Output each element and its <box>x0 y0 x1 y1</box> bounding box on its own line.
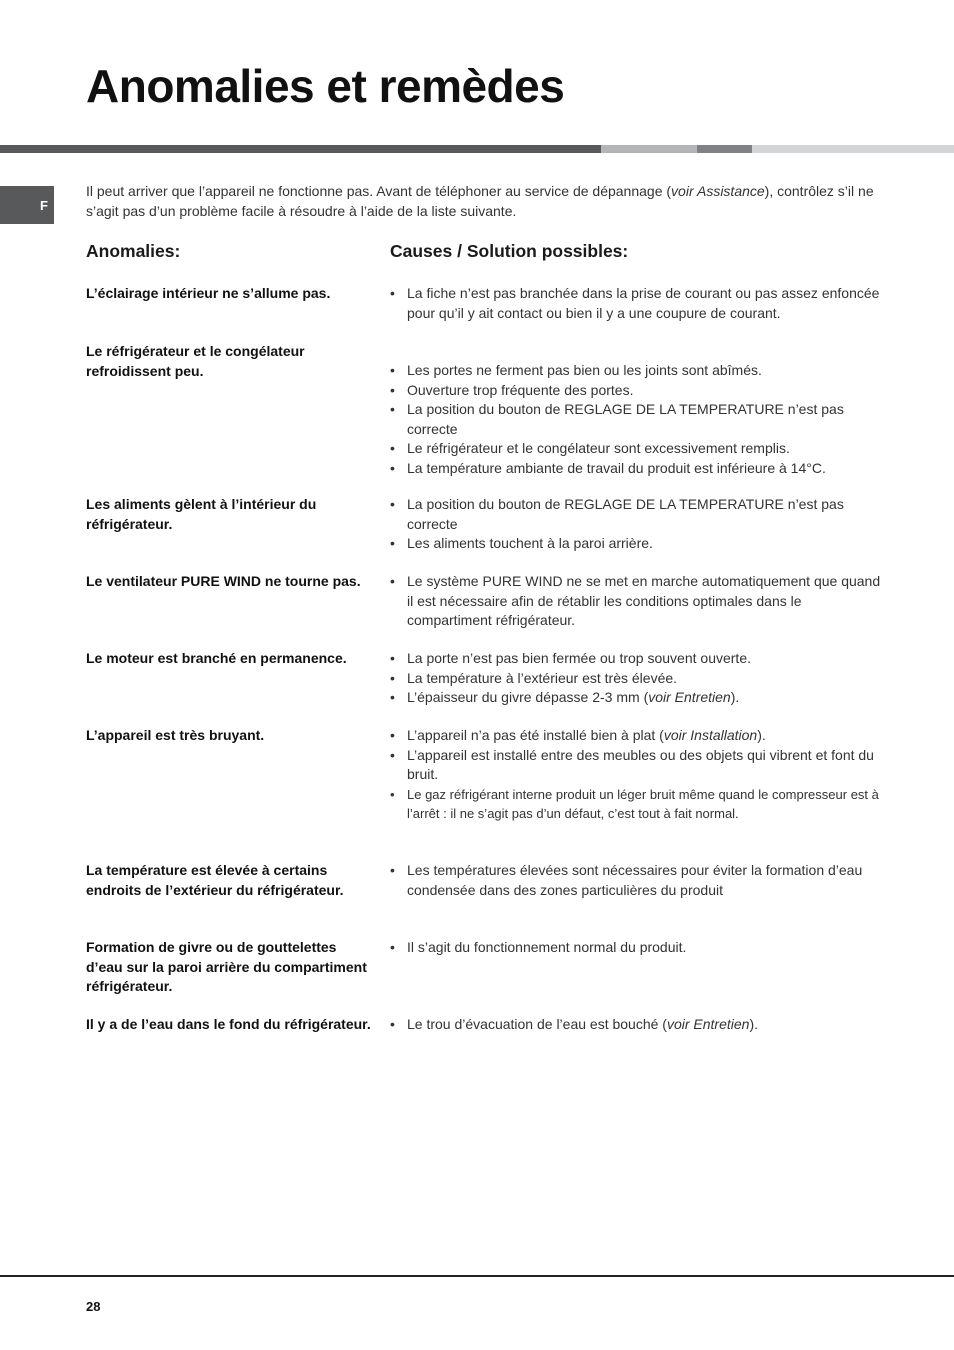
cause-reference: voir Installation <box>663 727 758 743</box>
cause-item: • La porte n’est pas bien fermée ou trop souvent ouverte. <box>390 650 751 666</box>
header-bar-segment <box>601 145 697 153</box>
causes-list <box>390 495 890 554</box>
causes-list <box>390 284 890 323</box>
causes-list <box>390 726 890 823</box>
header-bar-segment <box>697 145 752 153</box>
anomaly-label: La température est élevée à certains endroits de l’extérieur du réfrigérateur. <box>86 862 344 898</box>
causes-list <box>390 1015 890 1035</box>
intro-paragraph <box>86 182 876 221</box>
anomaly-label: Le ventilateur PURE WIND ne tourne pas. <box>86 573 361 589</box>
intro-text-end: ), contrôlez s’il ne s’agit pas d’un problème facile à résoudre à l’aide de la liste suivante. <box>86 183 874 219</box>
anomaly-label: Les aliments gèlent à l’intérieur du réfrigérateur. <box>86 496 317 532</box>
anomaly-label: Formation de givre ou de gouttelettes d’eau sur la paroi arrière du compartiment réfrigérateur. <box>86 939 367 994</box>
cause-item: • La température ambiante de travail du produit est inférieure à 14°C. <box>390 459 826 476</box>
cause-item: • Les températures élevées sont nécessaires pour éviter la formation d’eau condensée dans des zones particulières du produit <box>390 862 863 898</box>
intro-reference: voir Assistance <box>671 183 765 199</box>
footer-divider <box>0 1275 954 1277</box>
header-bar-segment <box>752 145 954 153</box>
causes-list <box>390 649 890 708</box>
causes-list <box>390 361 890 478</box>
cause-item: • Les aliments touchent à la paroi arrière. <box>390 535 653 551</box>
anomaly-label: L’éclairage intérieur ne s’allume pas. <box>86 285 331 301</box>
cause-reference: voir Entretien <box>648 689 731 705</box>
anomaly-label: L’appareil est très bruyant. <box>86 727 265 743</box>
page-number: 28 <box>86 1299 101 1314</box>
cause-item: • Le gaz réfrigérant interne produit un léger bruit même quand le compresseur est à l’arrêt : il ne s’agit pas d’un défaut, c’est tout à fait normal. <box>390 786 879 821</box>
cause-item: • La position du bouton de REGLAGE DE LA TEMPERATURE n’est pas correcte <box>390 401 844 437</box>
cause-item: • Le trou d’évacuation de l’eau est bouché (voir Entretien). <box>390 1016 759 1032</box>
anomalies-header: Anomalies: <box>86 241 181 261</box>
cause-item: • La fiche n’est pas branchée dans la prise de courant ou pas assez enfoncée pour qu’il y ait contact ou bien il y a une coupure de courant. <box>390 285 880 321</box>
cause-item: • L’appareil est installé entre des meubles ou des objets qui vibrent et font du bruit. <box>390 746 874 782</box>
cause-item: • L’appareil n’a pas été installé bien à plat (voir Installation). <box>390 727 766 743</box>
cause-item: • La température à l’extérieur est très élevée. <box>390 669 678 686</box>
cause-item: • Le système PURE WIND ne se met en marche automatiquement que quand il est nécessaire afin de rétablir les conditions optimales dans le compartiment réfrigérateur. <box>390 573 881 628</box>
causes-header: Causes / Solution possibles: <box>390 241 629 261</box>
page-title: Anomalies et remèdes <box>86 59 565 112</box>
cause-item: • Le réfrigérateur et le congélateur sont excessivement remplis. <box>390 440 790 456</box>
cause-item: • Ouverture trop fréquente des portes. <box>390 381 634 398</box>
causes-list <box>390 938 890 958</box>
header-bar-segment <box>0 145 601 153</box>
cause-item: • Il s’agit du fonctionnement normal du produit. <box>390 939 687 955</box>
cause-reference: voir Entretien <box>666 1016 750 1032</box>
anomaly-label: Le moteur est branché en permanence. <box>86 650 347 666</box>
intro-text: Il peut arriver que l’appareil ne fonctionne pas. Avant de téléphoner au service de dépannage ( <box>86 183 672 199</box>
cause-item: • La position du bouton de REGLAGE DE LA TEMPERATURE n’est pas correcte <box>390 496 844 532</box>
cause-item: • L’épaisseur du givre dépasse 2-3 mm (voir Entretien). <box>390 689 740 705</box>
causes-list <box>390 861 890 900</box>
language-tab: F <box>0 186 54 224</box>
cause-item: • Les portes ne ferment pas bien ou les joints sont abîmés. <box>390 362 762 378</box>
anomaly-label: Le réfrigérateur et le congélateur refroidissent peu. <box>86 343 305 379</box>
causes-list <box>390 572 890 631</box>
anomaly-label: Il y a de l’eau dans le fond du réfrigérateur. <box>86 1016 371 1032</box>
